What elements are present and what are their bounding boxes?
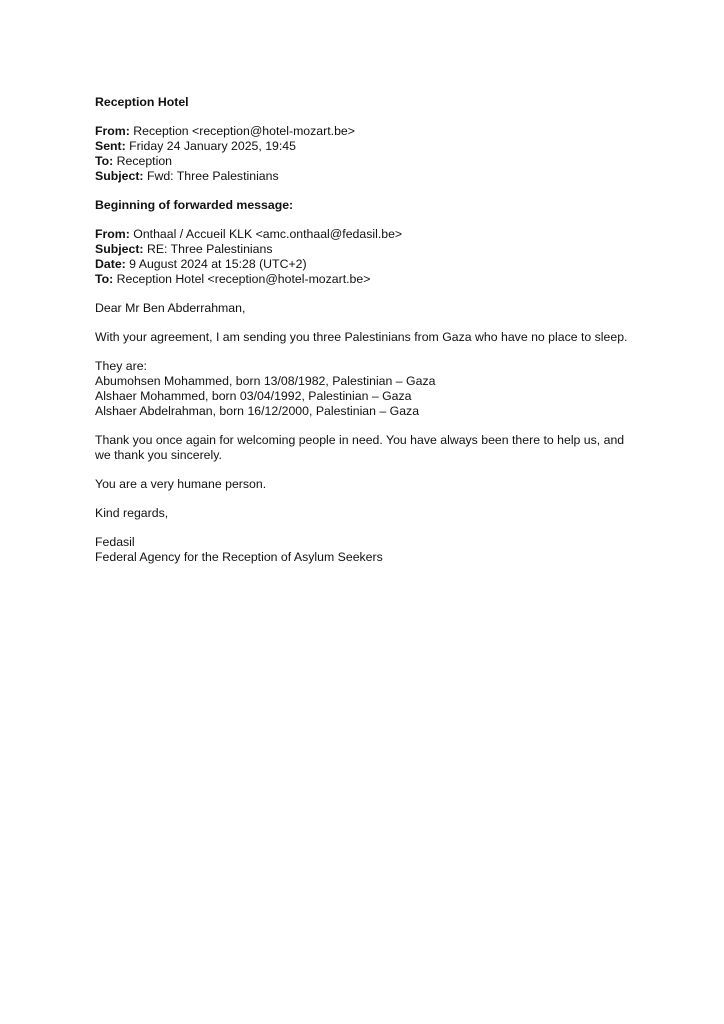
humane-line: You are a very humane person. — [95, 477, 267, 491]
outer-sent-label: Sent: — [95, 139, 126, 153]
inner-to-label: To: — [95, 272, 114, 286]
list-item: Alshaer Mohammed, born 03/04/1992, Palestinian – Gaza — [95, 389, 412, 403]
signature-org: Federal Agency for the Reception of Asylum Seekers — [95, 550, 383, 564]
thanks-line-1: Thank you once again for welcoming people in need. You have always been there to help us, and — [95, 433, 625, 447]
list-item: Abumohsen Mohammed, born 13/08/1982, Palestinian – Gaza — [95, 374, 436, 388]
inner-from-row — [95, 227, 684, 242]
inner-subject-label: Subject: — [95, 242, 144, 256]
signature-name: Fedasil — [95, 535, 135, 549]
inner-to-row — [95, 272, 684, 287]
inner-subject-value: RE: Three Palestinians — [146, 242, 273, 256]
document-title: Reception Hotel — [95, 95, 189, 109]
outer-subject-label: Subject: — [95, 169, 144, 183]
forwarded-heading: Beginning of forwarded message: — [95, 198, 294, 212]
inner-date-label: Date: — [95, 257, 126, 271]
list-item: Alshaer Abdelrahman, born 16/12/2000, Palestinian – Gaza — [95, 404, 420, 418]
closing: Kind regards, — [95, 506, 169, 520]
outer-to-label: To: — [95, 154, 114, 168]
thanks-line-2: we thank you sincerely. — [95, 448, 222, 462]
inner-date-row — [95, 257, 684, 272]
outer-to-value: Reception — [116, 154, 173, 168]
outer-to-row — [95, 154, 684, 169]
outer-subject-row — [95, 169, 684, 184]
outer-sent-row — [95, 139, 684, 154]
inner-date-value: 9 August 2024 at 15:28 (UTC+2) — [129, 257, 307, 271]
outer-subject-value: Fwd: Three Palestinians — [146, 169, 279, 183]
outer-from-value: Reception <reception@hotel-mozart.be> — [133, 124, 355, 138]
greeting: Dear Mr Ben Abderrahman, — [95, 301, 246, 315]
outer-from-row — [95, 124, 684, 139]
list-intro: They are: — [95, 359, 147, 373]
inner-to-value: Reception Hotel <reception@hotel-mozart.be> — [116, 272, 371, 286]
inner-from-label: From: — [95, 227, 130, 241]
intro-paragraph: With your agreement, I am sending you three Palestinians from Gaza who have no place to sleep. — [95, 330, 628, 344]
outer-from-label: From: — [95, 124, 130, 138]
inner-subject-row — [95, 242, 684, 257]
inner-from-value: Onthaal / Accueil KLK <amc.onthaal@fedasil.be> — [133, 227, 403, 241]
outer-sent-value: Friday 24 January 2025, 19:45 — [129, 139, 296, 153]
